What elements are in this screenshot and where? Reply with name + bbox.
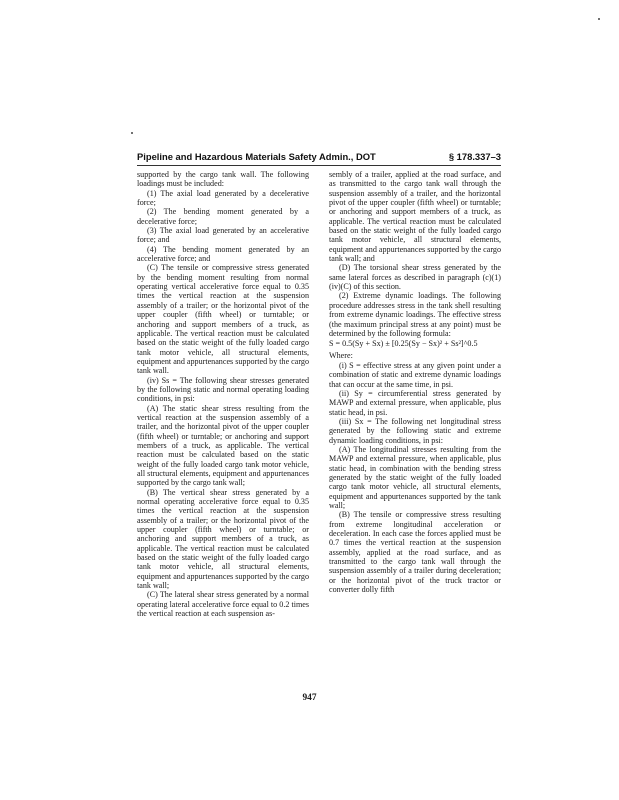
paragraph: (C) The lateral shear stress generated by a normal operating lateral accelerative force equal to 0.2 times the vertical reaction at each suspension as-	[137, 590, 309, 619]
running-head-title: Pipeline and Hazardous Materials Safety Admin., DOT	[137, 151, 376, 162]
paragraph: (2) Extreme dynamic loadings. The following procedure addresses stress in the tank shell resulting from extreme dynamic loadings. The effective stress (the maximum principal stress at any point) must be determined by the following formula:	[329, 291, 501, 338]
paragraph: (3) The axial load generated by an accelerative force; and	[137, 226, 309, 245]
paragraph: (ii) Sy = circumferential stress generated by MAWP and external pressure, when applicable, plus static head, in psi.	[329, 388, 501, 417]
effective-stress-formula: S = 0.5(Sy + Sx) ± [0.25(Sy − Sx)² + Ss²]^0.5	[329, 339, 478, 349]
paragraph: (D) The torsional shear stress generated by the same lateral forces as described in paragraph (c)(1)(iv)(C) of this section.	[329, 263, 501, 292]
paragraph: (C) The tensile or compressive stress generated by the bending moment resulting from normal operating vertical accelerative force equal to 0.35 times the vertical reaction at the suspension assembly of a trailer; or the horizontal pivot of the upper coupler (fifth wheel) or turntable; or anchoring and support members of a truck, as applicable. The vertical reaction must be calculated based on the static weight of the fully loaded cargo tank motor vehicle, all structural elements, equipment and appurtenances supported by the cargo tank wall.	[137, 263, 310, 376]
where-label: Where:	[329, 350, 353, 360]
scan-speck-left-margin	[131, 132, 133, 134]
paragraph: (1) The axial load generated by a decelerative force;	[137, 188, 309, 208]
left-column	[137, 170, 309, 619]
right-column	[329, 170, 501, 594]
paragraph: sembly of a trailer, applied at the road surface, and as transmitted to the cargo tank wall through the suspension assembly of a trailer, and the horizontal pivot of the upper coupler (fifth wheel) or turntable; or anchoring and support members of a truck, as applicable. The vertical reaction must be calculated based on the static weight of the fully loaded cargo tank motor vehicle, all structural elements, equipment and appurtenances supported by the cargo tank wall; and	[329, 170, 502, 264]
paragraph: (iii) Sx = The following net longitudinal stress generated by the following static and extreme dynamic loading conditions, in psi:	[329, 416, 501, 445]
paragraph: (i) S = effective stress at any given point under a combination of static and extreme dynamic loadings that can occur at the same time, in psi.	[329, 360, 501, 389]
running-head-section: § 178.337–3	[448, 151, 501, 162]
paragraph: (2) The bending moment generated by a decelerative force;	[137, 207, 309, 226]
paragraph: (iv) Ss = The following shear stresses generated by the following static and normal operating loading conditions, in psi:	[137, 375, 309, 404]
page-number: 947	[302, 693, 317, 703]
paragraph: (B) The tensile or compressive stress resulting from extreme longitudinal acceleration or deceleration. In each case the forces applied must be 0.7 times the vertical reaction at the suspension assembly, applied at the road surface, and as transmitted to the cargo tank wall through the suspension assembly of a trailer during deceleration; or the horizontal pivot of the truck tractor or converter dolly fifth	[329, 510, 501, 595]
paragraph: (4) The bending moment generated by an accelerative force; and	[137, 244, 309, 264]
paragraph: (A) The longitudinal stresses resulting from the MAWP and external pressure, when applicable, plus static head, in combination with the bending stress generated by the static weight of the fully loaded cargo tank motor vehicle, all structural elements, equipment and appurtenances supported by the tank wall;	[329, 444, 501, 511]
paragraph: (B) The vertical shear stress generated by a normal operating accelerative force equal to 0.35 times the vertical reaction at the suspension assembly of a trailer; or the horizontal pivot of the upper coupler (fifth wheel) or turntable; or anchoring and support members of a truck, as applicable. The vertical reaction must be calculated based on the static weight of the fully loaded cargo tank motor vehicle, all structural elements, equipment and appurtenances supported by the cargo tank wall;	[137, 487, 310, 591]
scan-speck-top-right	[598, 18, 600, 20]
paragraph: (A) The static shear stress resulting from the vertical reaction at the suspension assembly of a trailer, and the horizontal pivot of the upper coupler (fifth wheel) or turntable; or anchoring and support members of a truck, as applicable. The vertical reaction must be calculated based on the static weight of the fully loaded cargo tank motor vehicle, all structural elements, equipment and appurtenances supported by the cargo tank wall;	[137, 403, 309, 488]
paragraph: supported by the cargo tank wall. The following loadings must be included:	[137, 170, 309, 189]
header-rule	[137, 165, 501, 166]
running-head	[137, 151, 501, 162]
